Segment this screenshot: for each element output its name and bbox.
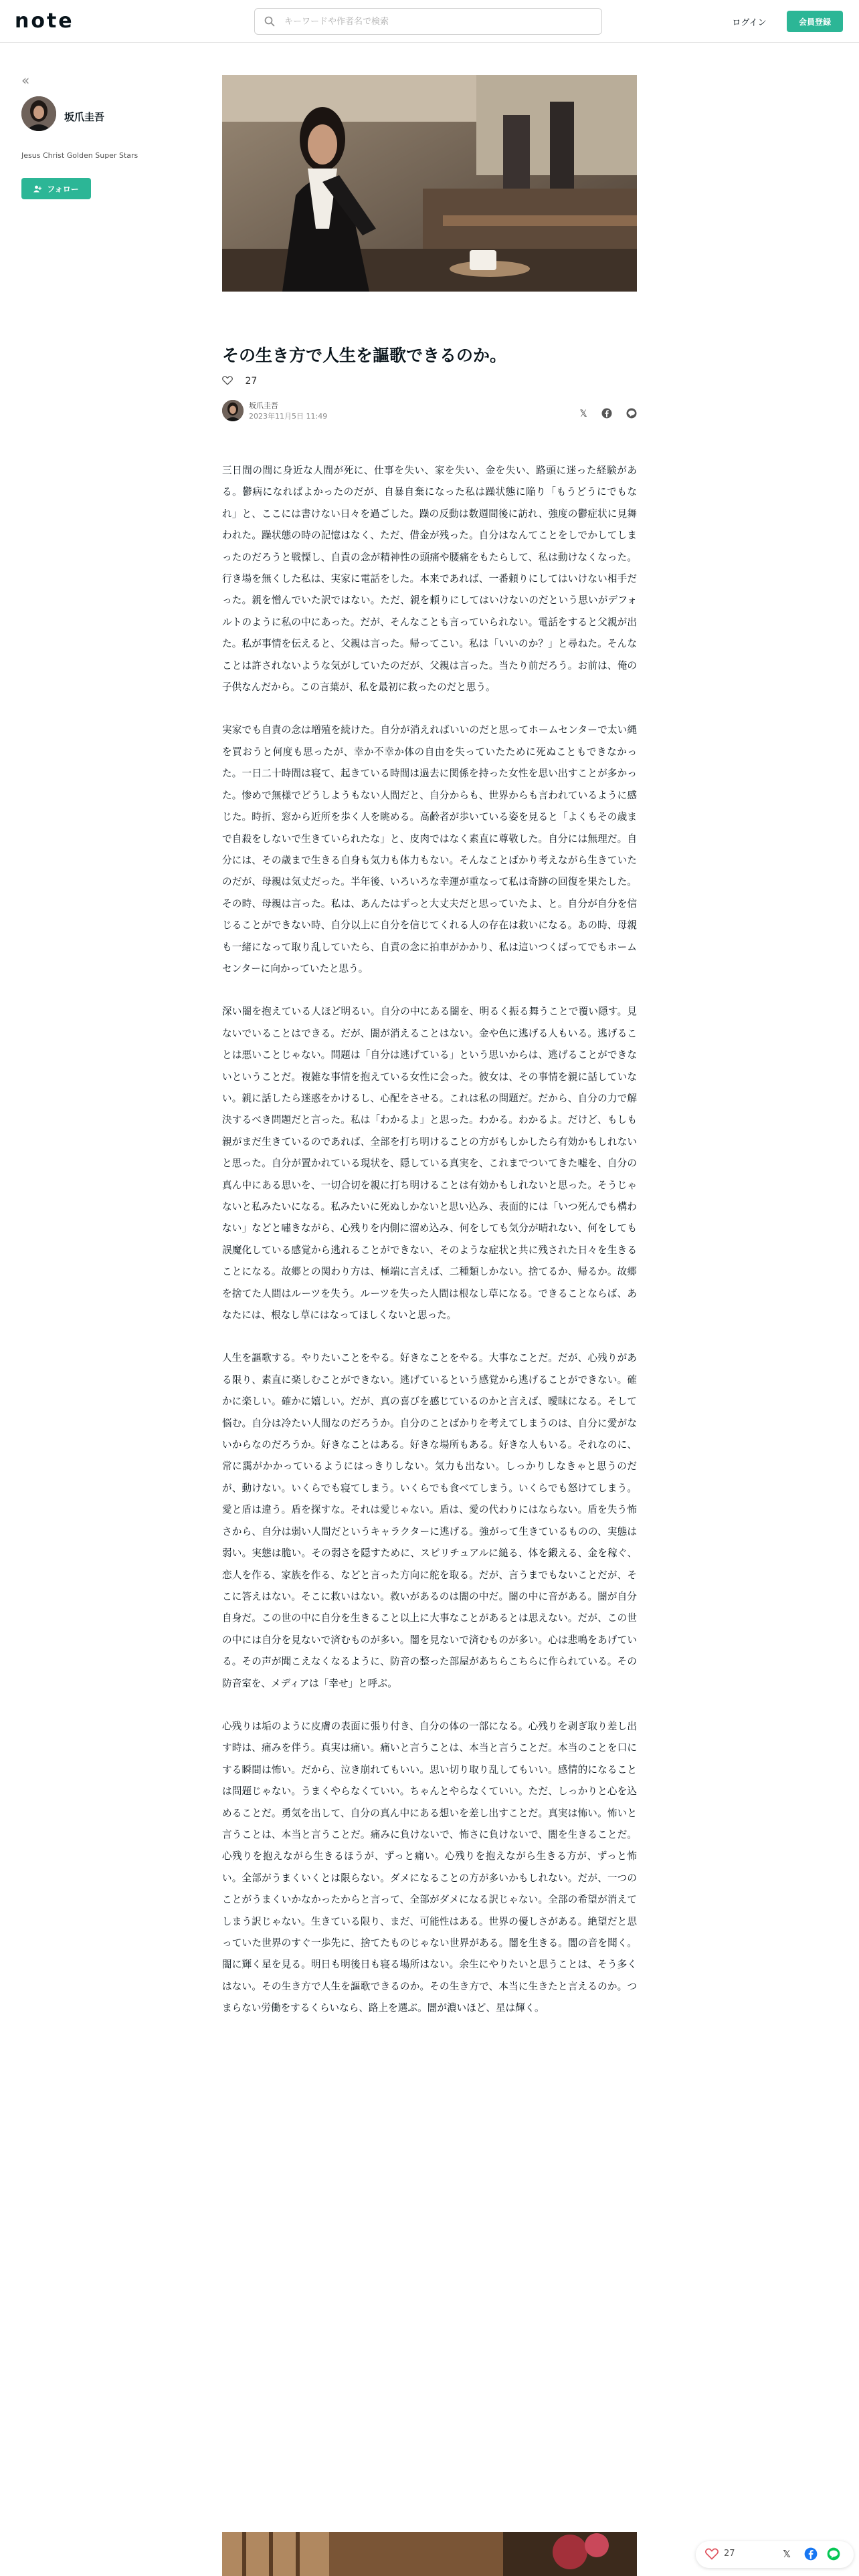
- article-paragraph: 心残りは垢のように皮膚の表面に張り付き、自分の体の一部になる。心残りを剥ぎ取り差し出す時は、痛みを伴う。真実は痛い。痛いと言うことは、本当と言うことだ。本当のことを口にする瞬間は怖い。だから、泣き崩れてもいい。思い切り取り乱してもいい。感情的になることは問題じゃない。うまくやらなくていい。ちゃんとやらなくていい。ただ、しっかりと心を込めることだ。勇気を出して、自分の真ん中にある想いを差し出すことだ。真実は怖い。怖いと言うことは、本当と言うことだ。痛みに負けないで、怖さに負けないで、闇を生きることだ。心残りを抱えながら生きるほうが、ずっと痛い。心残りを抱えながら生きる方が、ずっと怖い。全部がうまくいくとは限らない。ダメになることの方が多いかもしれない。だが、一つのことがうまくいかなかったからと言って、全部がダメになる訳じゃない。全部の希望が消えてしまう訳じゃない。生きている限り、まだ、可能性はある。世界の優しさがある。絶望だと思っていた世界のすぐ一歩先に、捨てたものじゃない世界がある。闇を生きる。闇の音を聞く。闇に輝く星を見る。明日も明後日も寝る場所はない。余生にやりたいと思うことは、そう多くはない。その生き方で人生を謳歌できるのか。その生き方で、本当に生きたと言えるのか。つまらない労働をするくらいなら、路上を選ぶ。闇が濃いほど、星は輝く。: [222, 1720, 637, 2014]
- floating-heart-icon[interactable]: [705, 2548, 719, 2563]
- sidebar-author-bio: Jesus Christ Golden Super Stars: [21, 151, 138, 160]
- floating-action-bar: [696, 2541, 854, 2568]
- article-author-row: [222, 399, 637, 425]
- search-input[interactable]: [284, 9, 592, 34]
- search-box[interactable]: [254, 8, 602, 35]
- article-paragraph: 実家でも自責の念は増殖を続けた。自分が消えればいいのだと思ってホームセンターで太い縄を買おうと何度も思ったが、幸か不幸か体の自由を失っていたために死ぬこともできなかった。一日二十時間は寝て、起きている時間は過去に関係を持った女性を思い出すことが多かった。惨めで無様でどうしようもない人間だと、自分からも、世界からも言われているように感じた。時折、窓から近所を歩く人を眺める。高齢者が歩いている姿を見ると「よくもその歳まで自殺をしないで生きていられたな」と、皮肉ではなく素直に尊敬した。自分には無理だ。自分には、その歳まで生きる自身も気力も体力もない。そんなことばかり考えながら生きていたのだが、母親は気丈だった。半年後、いろいろな幸運が重なって私は奇跡の回復を果たした。その時、母親は言った。私は、あんたはずっと大丈夫だと思っていたよ、と。自分が自分を信じることができない時、自分以上に自分を信じてくれる人の存在は救いになる。あの時、母親も一緒になって取り乱していたら、自責の念に拍車がかかり、私は這いつくばってでもホームセンターに向かっていたと思う。: [222, 724, 637, 974]
- share-buttons: [569, 407, 637, 419]
- floating-line-icon[interactable]: [827, 2547, 840, 2563]
- floating-x-icon[interactable]: 𝕏: [783, 2548, 791, 2560]
- note-logo[interactable]: note: [15, 9, 74, 33]
- article-paragraph: 深い闇を抱えている人ほど明るい。自分の中にある闇を、明るく振る舞うことで覆い隠す。見ないでいることはできる。だが、闇が消えることはない。金や色に逃げる人もいる。逃げることは悪いことじゃない。問題は「自分は逃げている」という思いからは、逃げることができないということだ。複雑な事情を抱えている女性に会った。彼女は、その事情を親に話していない。親に話したら迷惑をかけるし、心配をさせる。これは私の問題だ。だから、自分の力で解決するべき問題だと言った。私は「わかるよ」と思った。わかる。わかるよ。だけど、もしも親がまだ生きているのであれば、全部を打ち明けることの方がもしかしたら有効かもしれないと思った。自分が置かれている現状を、隠している真実を、これまでついてきた嘘を、自分の真ん中にある思いを、一切合切を親に打ち明けることは有効かもしれないと思った。そうじゃないと私みたいになる。私みたいに死ぬしかないと思い込み、表面的には「いつ死んでも構わない」などと嘯きながら、心残りを内側に溜め込み、何をしても気分が晴れない、何をしても誤魔化している感覚から逃れることができない、そのような症状と共に残された日々を生きることになる。故郷との関わり方は、極端に言えば、二種類しかない。捨てるか、帰るか。故郷を捨てた人間はルーツを失う。ルーツを失った人間は根なし草になる。できることならば、あなたには、根なし草にはなってほしくないと思った。: [222, 1006, 637, 1321]
- search-icon: [264, 16, 275, 29]
- site-header: [0, 0, 859, 43]
- facebook-icon[interactable]: [601, 407, 612, 419]
- x-icon[interactable]: 𝕏: [579, 409, 587, 419]
- signup-button[interactable]: 会員登録: [787, 11, 843, 32]
- floating-facebook-icon[interactable]: [804, 2547, 818, 2563]
- like-section: [222, 376, 257, 387]
- like-count: 27: [245, 376, 258, 387]
- article-author-name[interactable]: 坂爪圭吾: [249, 401, 278, 410]
- follow-button[interactable]: [21, 178, 91, 199]
- hero-image: [222, 75, 637, 292]
- author-avatar[interactable]: [21, 96, 56, 131]
- sidebar-author-name[interactable]: 坂爪圭吾: [64, 111, 105, 123]
- line-icon[interactable]: [626, 407, 637, 419]
- article-paragraph: 三日間の間に身近な人間が死に、仕事を失い、家を失い、金を失い、路頭に迷った経験がある。鬱病になればよかったのだが、自暴自棄になった私は躁状態に陥り「もうどうにでもなれ」と、ここには書けない日々を過ごした。躁の反動は数週間後に訪れ、強度の鬱症状に見舞われた。躁状態の時の記憶はなく、ただ、借金が残った。自分はなんてことをしでかしてしまったのだろうと戦慄し、自責の念が精神性の頭痛や腰痛をもたらして、私は動けなくなった。行き場を無くした私は、実家に電話をした。本来であれば、一番頼りにしてはいけない相手だった。親を憎んでいた訳ではない。ただ、親を頼りにしてはいけないのだという思いがデフォルトのように私の中にあった。だが、そんなことも言っていられない。電話をすると父親が出た。私が事情を伝えると、父親は言った。帰ってこい。私は「いいのか？」と尋ねた。そんなことは許されないような気がしていたのだが、父親は言った。当たり前だろう。お前は、俺の子供なんだから。この言葉が、私を最初に救ったのだと思う。: [222, 465, 637, 693]
- floating-like-count: 27: [724, 2549, 735, 2559]
- article-title: その生き方で人生を謳歌できるのか。: [222, 346, 507, 365]
- follow-label: フォロー: [47, 184, 79, 194]
- article-date: 2023年11月5日 11:49: [249, 412, 328, 421]
- login-button[interactable]: ログイン: [723, 11, 776, 32]
- heart-icon[interactable]: [222, 376, 235, 387]
- article-paragraph: 人生を謳歌する。やりたいことをやる。好きなことをやる。大事なことだ。だが、心残りがある限り、素直に楽しむことができない。逃げているという感覚から逃げることができない。確かに楽しい。確かに嬉しい。だが、真の喜びを感じているのかと言えば、曖昧になる。そして悩む。自分は冷たい人間なのだろうか。自分のことばかりを考えてしまうのは、自分に愛がないからなのだろうか。好きなことはある。好きな場所もある。好きな人もいる。それなのに、常に靄がかかっているようにはっきりしない。気力も出ない。しっかりしなきゃと思うのだが、動けない。いくらでも寝てしまう。いくらでも食べてしまう。いくらでも怒けてしまう。愛と盾は違う。盾を探すな。それは愛じゃない。盾は、愛の代わりにはならない。盾を失う怖さから、自分は弱い人間だというキャラクターに逃げる。強がって生きているものの、実態は弱い。実態は脆い。その弱さを隠すために、スピリチュアルに縋る、体を鍛える、金を稼ぐ、恋人を作る、家族を作る、などと言った方向に舵を取る。だが、言うまでもないことだが、そこに答えはない。そこに救いはない。救いがあるのは闇の中だ。闇の中に音がある。闇が自分自身だ。この世の中に自分を生きること以上に大事なことがあるとは思えない。だが、この世の中には自分を見ないで済むものが多い。闇を見ないで済むものが多い。心は悲鳴をあげている。その声が聞こえなくなるように、防音の整った部屋があちらこちらに作られている。その防音室を、メディアは「幸せ」と呼ぶ。: [222, 1352, 637, 1689]
- article-image-bottom: [222, 2532, 637, 2576]
- author-avatar-small[interactable]: [222, 400, 244, 421]
- article-body: [222, 460, 637, 2041]
- collapse-sidebar-icon[interactable]: «: [21, 72, 30, 88]
- add-user-icon: [33, 185, 47, 194]
